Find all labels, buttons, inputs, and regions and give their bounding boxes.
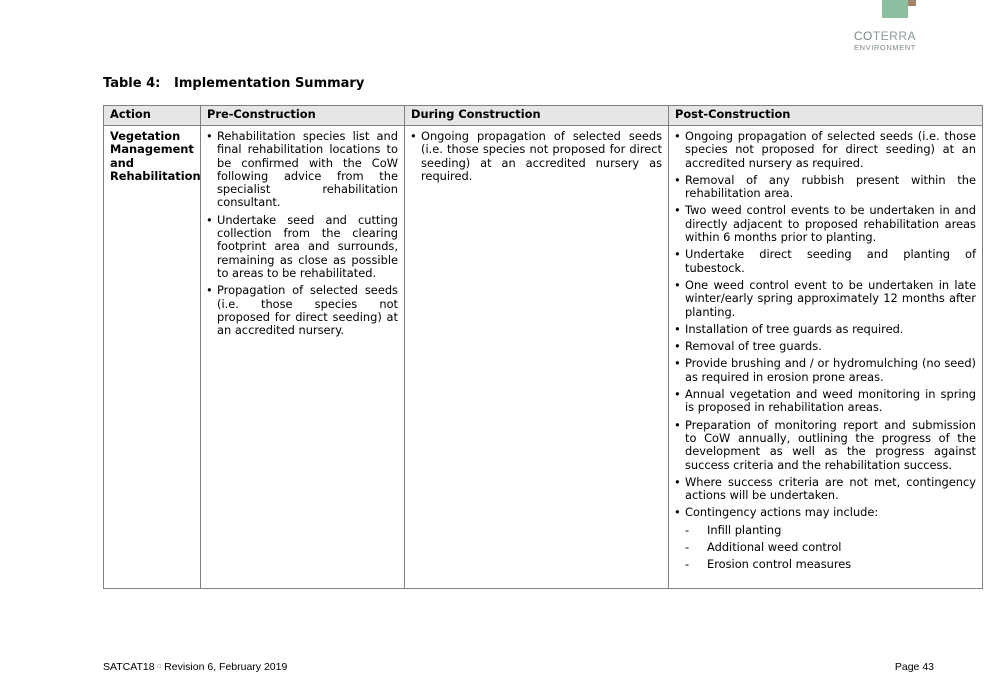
footer-document-info	[103, 661, 287, 673]
list-item: • Where success criteria are not met, contingency actions will be undertaken.	[673, 476, 976, 503]
during-construction-cell	[405, 126, 669, 589]
list-item: - Erosion control measures	[685, 558, 976, 571]
action-line: Rehabilitation	[110, 168, 201, 183]
list-item: • Ongoing propagation of selected seeds (i.e. those species not proposed for direct seeding) at an accredited nursery as required.	[673, 130, 976, 170]
list-item: • Undertake seed and cutting collection from the clearing footprint area and surrounds, remaining as close as possible to areas to be rehabilitated.	[205, 214, 398, 280]
list-item: • Propagation of selected seeds (i.e. those species not proposed for direct seeding) at an accredited nursery.	[205, 284, 398, 337]
list-item: • Removal of any rubbish present within the rehabilitation area.	[673, 174, 976, 201]
table-caption	[103, 76, 364, 91]
contingency-actions-list	[669, 524, 982, 572]
table-row	[104, 126, 983, 589]
post-construction-list	[669, 126, 982, 520]
implementation-summary-table	[103, 105, 983, 589]
header-post-construction: Post-Construction	[669, 106, 983, 126]
logo-subtitle: ENVIRONMENT	[853, 43, 916, 52]
list-item: - Additional weed control	[685, 541, 976, 554]
action-cell	[104, 126, 201, 589]
pre-construction-cell	[201, 126, 405, 589]
list-item: • Provide brushing and / or hydromulching (no seed) as required in erosion prone areas.	[673, 357, 976, 384]
header-action: Action	[104, 106, 201, 126]
during-construction-list	[405, 126, 668, 183]
company-logo	[836, 0, 916, 52]
logo-brown-square	[908, 0, 916, 6]
logo-green-square	[882, 0, 908, 18]
list-item: • Annual vegetation and weed monitoring in spring is proposed in rehabilitation areas.	[673, 388, 976, 415]
footer-revision: Revision 6, February 2019	[164, 661, 288, 673]
post-construction-cell	[669, 126, 983, 589]
footer-separator: □	[157, 664, 162, 671]
list-item: • Ongoing propagation of selected seeds (i.e. those species not proposed for direct seeding) at an accredited nursery as required.	[409, 130, 662, 183]
footer-doc-id: SATCAT18	[103, 661, 155, 673]
table-number: Table 4:	[103, 76, 161, 91]
action-line: Management	[110, 142, 194, 157]
logo-brand-text: COTERRA	[853, 29, 916, 43]
pre-construction-list	[201, 126, 404, 337]
header-during-construction: During Construction	[405, 106, 669, 126]
header-pre-construction: Pre-Construction	[201, 106, 405, 126]
list-item: • One weed control event to be undertaken in late winter/early spring approximately 12 months after planting.	[673, 279, 976, 319]
list-item: • Installation of tree guards as required.	[673, 323, 976, 336]
list-item: • Removal of tree guards.	[673, 340, 976, 353]
list-item: • Preparation of monitoring report and submission to CoW annually, outlining the progress of the development as well as the progress against success criteria and the rehabilitation success.	[673, 419, 976, 472]
list-item: • Undertake direct seeding and planting of tubestock.	[673, 248, 976, 275]
list-item: - Infill planting	[685, 524, 976, 537]
table-header-row	[104, 106, 983, 126]
footer-page-number: Page 43	[894, 661, 934, 673]
table-title: Implementation Summary	[174, 76, 365, 91]
list-item: • Two weed control events to be undertaken in and directly adjacent to proposed rehabilitation areas within 6 months prior to planting.	[673, 204, 976, 244]
action-line: Vegetation	[110, 129, 181, 143]
list-item: • Contingency actions may include:	[673, 506, 976, 519]
list-item: • Rehabilitation species list and final rehabilitation locations to be confirmed with the CoW following advice from the specialist rehabilitation consultant.	[205, 130, 398, 210]
action-line: and	[110, 155, 134, 170]
